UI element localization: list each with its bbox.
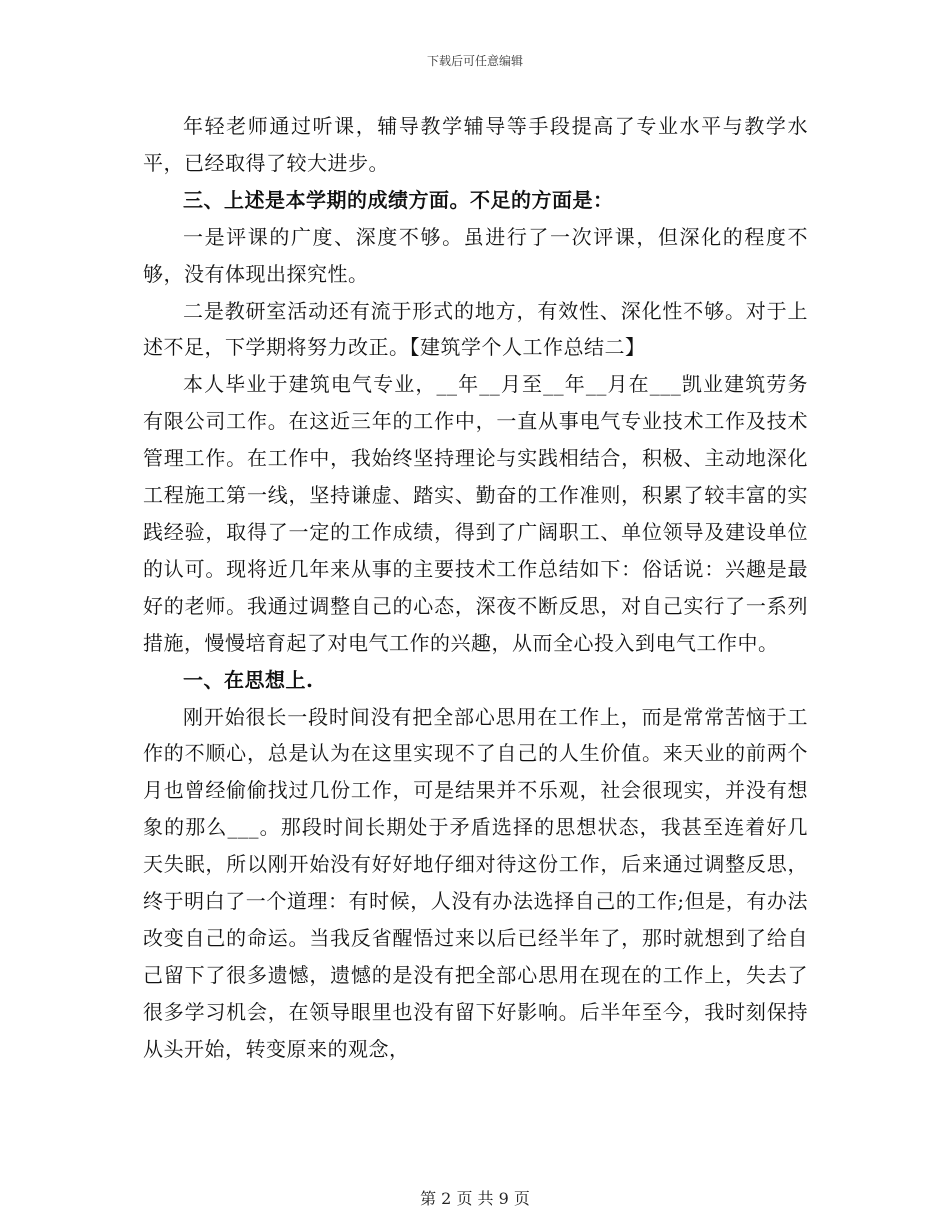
paragraph: 一是评课的广度、深度不够。虽进行了一次评课，但深化的程度不够，没有体现出探究性。 bbox=[143, 224, 808, 286]
document-body bbox=[143, 108, 808, 1068]
paragraph: 二是教研室活动还有流于形式的地方，有效性、深化性不够。对于上述不足，下学期将努力改正。【建筑学个人工作总结二】 bbox=[143, 298, 808, 360]
paragraph: 刚开始很长一段时间没有把全部心思用在工作上，而是常常苦恼于工作的不顺心，总是认为在这里实现不了自己的人生价值。来天业的前两个月也曾经偷偷找过几份工作，可是结果并不乐观，社会很现实，并没有想象的那么___。那段时间长期处于矛盾选择的思想状态，我甚至连着好几天失眠，所以刚开始没有好好地仔细对待这份工作，后来通过调整反思，终于明白了一个道理：有时候，人没有办法选择自己的工作;但是，有办法改变自己的命运。当我反省醒悟过来以后已经半年了，那时就想到了给自己留下了很多遗憾，遗憾的是没有把全部心思用在现在的工作上，失去了很多学习机会，在领导眼里也没有留下好影响。后半年至今，我时刻保持从头开始，转变原来的观念， bbox=[143, 704, 808, 1061]
page-footer: 第 2 页 共 9 页 bbox=[420, 1189, 530, 1208]
section-heading: 三、上述是本学期的成绩方面。不足的方面是： bbox=[183, 187, 614, 212]
page-header: 下载后可任意编辑 bbox=[426, 54, 523, 68]
paragraph: 本人毕业于建筑电气专业，__年__月至__年__月在___凯业建筑劳务有限公司工作。在这近三年的工作中，一直从事电气专业技术工作及技术管理工作。在工作中，我始终坚持理论与实践相结合，积极、主动地深化工程施工第一线，坚持谦虚、踏实、勤奋的工作准则，积累了较丰富的实践经验，取得了一定的工作成绩，得到了广阔职工、单位领导及建设单位的认可。现将近几年来从事的主要技术工作总结如下：俗话说：兴趣是最好的老师。我通过调整自己的心态，深夜不断反思，对自己实行了一系列措施，慢慢培育起了对电气工作的兴趣，从而全心投入到电气工作中。 bbox=[143, 372, 808, 655]
section-heading: 一、在思想上. bbox=[183, 667, 314, 692]
paragraph: 年轻老师通过听课，辅导教学辅导等手段提高了专业水平与教学水平，已经取得了较大进步。 bbox=[143, 114, 808, 175]
